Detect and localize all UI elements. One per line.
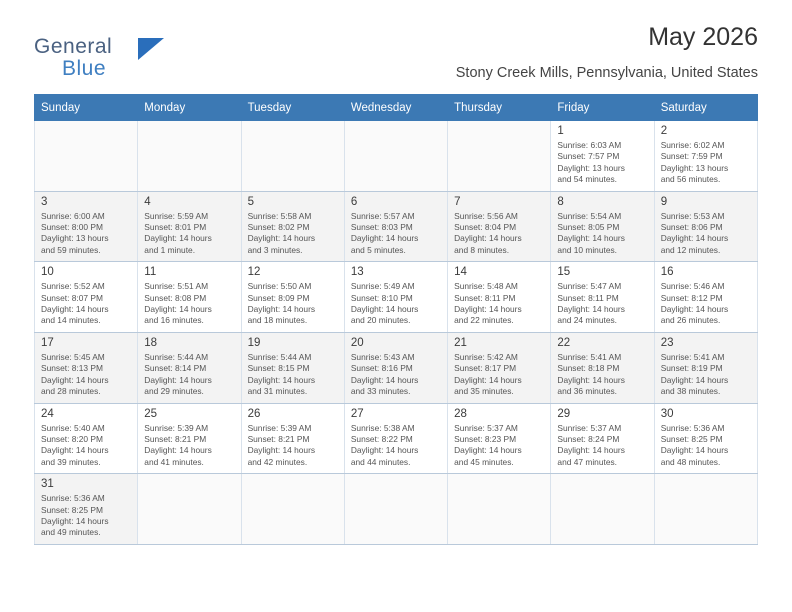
sunset-text: Sunset: 8:04 PM xyxy=(454,222,517,233)
daylight-text-line2: and 42 minutes. xyxy=(247,456,308,467)
calendar-day-cell[interactable] xyxy=(551,191,654,262)
sunset-text: Sunset: 8:02 PM xyxy=(247,222,310,233)
sunset-text: Sunset: 8:18 PM xyxy=(557,363,620,374)
daylight-text-line1: Daylight: 14 hours xyxy=(41,304,109,315)
calendar-week-row xyxy=(35,474,758,545)
day-details xyxy=(41,281,132,327)
daylight-text-line2: and 14 minutes. xyxy=(41,315,101,326)
calendar-empty-cell xyxy=(241,474,344,545)
weekday-header-row xyxy=(35,95,758,121)
day-number: 12 xyxy=(247,266,261,279)
sunset-text: Sunset: 8:24 PM xyxy=(557,433,620,444)
sunset-text: Sunset: 8:09 PM xyxy=(247,292,310,303)
sunrise-text: Sunrise: 5:47 AM xyxy=(557,281,622,292)
weekday-header-friday: Friday xyxy=(551,95,654,121)
sunrise-sunset-calendar xyxy=(34,94,758,545)
daylight-text-line2: and 59 minutes. xyxy=(41,244,101,255)
daylight-text-line2: and 1 minute. xyxy=(144,244,196,255)
daylight-text-line2: and 24 minutes. xyxy=(557,315,618,326)
sunset-text: Sunset: 8:08 PM xyxy=(144,292,207,303)
calendar-day-cell[interactable] xyxy=(448,191,551,262)
daylight-text-line1: Daylight: 14 hours xyxy=(144,304,212,315)
daylight-text-line1: Daylight: 14 hours xyxy=(557,374,625,385)
daylight-text-line1: Daylight: 14 hours xyxy=(41,445,109,456)
sunset-text: Sunset: 8:25 PM xyxy=(41,504,103,515)
day-number: 17 xyxy=(41,336,54,349)
sunset-text: Sunset: 7:57 PM xyxy=(557,151,620,162)
calendar-day-cell[interactable] xyxy=(448,262,551,333)
day-number: 16 xyxy=(660,266,674,279)
daylight-text-line1: Daylight: 14 hours xyxy=(350,304,419,315)
daylight-text-line1: Daylight: 14 hours xyxy=(660,445,729,456)
calendar-day-cell[interactable] xyxy=(35,262,138,333)
sunset-text: Sunset: 8:25 PM xyxy=(660,433,723,444)
daylight-text-line1: Daylight: 14 hours xyxy=(350,233,419,244)
sunset-text: Sunset: 8:17 PM xyxy=(454,363,517,374)
day-details xyxy=(41,493,132,539)
calendar-day-cell[interactable] xyxy=(344,191,447,262)
daylight-text-line1: Daylight: 14 hours xyxy=(454,304,522,315)
day-details xyxy=(144,352,235,398)
daylight-text-line2: and 38 minutes. xyxy=(660,386,721,397)
sunrise-text: Sunrise: 5:57 AM xyxy=(350,210,415,221)
day-details xyxy=(41,352,132,398)
sunset-text: Sunset: 8:10 PM xyxy=(350,292,413,303)
daylight-text-line1: Daylight: 14 hours xyxy=(660,304,729,315)
weekday-header-thursday: Thursday xyxy=(448,95,551,121)
daylight-text-line2: and 16 minutes. xyxy=(144,315,204,326)
daylight-text-line2: and 54 minutes. xyxy=(557,174,618,185)
sunrise-text: Sunrise: 5:39 AM xyxy=(247,422,312,433)
daylight-text-line2: and 36 minutes. xyxy=(557,386,618,397)
daylight-text-line1: Daylight: 14 hours xyxy=(350,374,419,385)
calendar-day-cell[interactable] xyxy=(138,191,241,262)
location-subtitle: Stony Creek Mills, Pennsylvania, United States xyxy=(455,65,758,81)
sunset-text: Sunset: 8:22 PM xyxy=(350,433,413,444)
daylight-text-line2: and 8 minutes. xyxy=(454,244,510,255)
sunset-text: Sunset: 8:07 PM xyxy=(41,292,103,303)
sunrise-text: Sunrise: 5:41 AM xyxy=(660,351,725,362)
calendar-empty-cell xyxy=(138,121,241,192)
page-header xyxy=(34,22,758,84)
calendar-empty-cell xyxy=(654,474,757,545)
sunset-text: Sunset: 7:59 PM xyxy=(660,151,723,162)
page-title: May 2026 xyxy=(648,23,758,51)
calendar-empty-cell xyxy=(241,121,344,192)
sunset-text: Sunset: 8:05 PM xyxy=(557,222,620,233)
day-details xyxy=(248,281,339,327)
calendar-day-cell[interactable] xyxy=(35,191,138,262)
daylight-text-line2: and 10 minutes. xyxy=(557,244,618,255)
day-details xyxy=(41,211,132,257)
sunset-text: Sunset: 8:21 PM xyxy=(247,433,310,444)
daylight-text-line2: and 5 minutes. xyxy=(350,244,406,255)
daylight-text-line2: and 12 minutes. xyxy=(660,244,721,255)
calendar-day-cell[interactable] xyxy=(551,121,654,192)
daylight-text-line2: and 56 minutes. xyxy=(660,174,721,185)
sunset-text: Sunset: 8:11 PM xyxy=(454,292,516,303)
day-details xyxy=(661,352,752,398)
daylight-text-line1: Daylight: 14 hours xyxy=(41,515,109,526)
daylight-text-line2: and 49 minutes. xyxy=(41,527,101,538)
calendar-empty-cell xyxy=(35,121,138,192)
calendar-day-cell[interactable] xyxy=(241,191,344,262)
daylight-text-line1: Daylight: 14 hours xyxy=(454,445,522,456)
daylight-text-line1: Daylight: 14 hours xyxy=(247,374,316,385)
daylight-text-line2: and 48 minutes. xyxy=(660,456,721,467)
sunrise-text: Sunrise: 5:51 AM xyxy=(144,281,209,292)
daylight-text-line1: Daylight: 14 hours xyxy=(660,233,729,244)
daylight-text-line1: Daylight: 14 hours xyxy=(557,233,625,244)
day-number: 25 xyxy=(144,407,158,420)
calendar-day-cell[interactable] xyxy=(241,403,344,474)
daylight-text-line1: Daylight: 13 hours xyxy=(660,162,729,173)
sunset-text: Sunset: 8:01 PM xyxy=(144,222,207,233)
calendar-empty-cell xyxy=(344,474,447,545)
calendar-week-row xyxy=(35,121,758,192)
sunrise-text: Sunrise: 5:46 AM xyxy=(660,281,725,292)
sunrise-text: Sunrise: 5:44 AM xyxy=(247,351,312,362)
day-number: 1 xyxy=(557,125,564,137)
daylight-text-line1: Daylight: 14 hours xyxy=(557,445,625,456)
weekday-header-tuesday: Tuesday xyxy=(241,95,344,121)
day-number: 27 xyxy=(350,407,364,420)
daylight-text-line1: Daylight: 14 hours xyxy=(350,445,419,456)
day-details xyxy=(454,211,545,257)
day-details xyxy=(41,423,132,469)
daylight-text-line1: Daylight: 14 hours xyxy=(41,374,109,385)
day-number: 3 xyxy=(41,195,48,208)
day-number: 7 xyxy=(454,195,461,208)
calendar-day-cell[interactable] xyxy=(138,332,241,403)
weekday-header-monday: Monday xyxy=(138,95,241,121)
calendar-week-row xyxy=(35,262,758,333)
day-number: 29 xyxy=(557,407,571,420)
day-number: 31 xyxy=(41,478,54,491)
calendar-day-cell[interactable] xyxy=(551,403,654,474)
day-number: 14 xyxy=(454,266,467,279)
sunset-text: Sunset: 8:12 PM xyxy=(660,292,723,303)
sunrise-text: Sunrise: 5:53 AM xyxy=(660,210,725,221)
logo-text-general: General xyxy=(34,35,113,58)
day-details xyxy=(661,211,752,257)
calendar-day-cell[interactable] xyxy=(241,332,344,403)
day-details xyxy=(454,352,545,398)
sunset-text: Sunset: 8:20 PM xyxy=(41,433,103,444)
sunrise-text: Sunrise: 5:59 AM xyxy=(144,210,209,221)
day-details xyxy=(557,281,648,327)
calendar-day-cell[interactable] xyxy=(138,403,241,474)
sunrise-text: Sunrise: 5:36 AM xyxy=(660,422,725,433)
day-number: 9 xyxy=(660,195,668,208)
sunset-text: Sunset: 8:19 PM xyxy=(660,363,723,374)
daylight-text-line2: and 35 minutes. xyxy=(454,386,514,397)
day-number: 19 xyxy=(247,336,261,349)
day-details xyxy=(144,423,235,469)
sunset-text: Sunset: 8:23 PM xyxy=(454,433,517,444)
sunrise-text: Sunrise: 5:36 AM xyxy=(41,493,105,504)
calendar-body xyxy=(35,121,758,545)
day-details xyxy=(557,423,648,469)
sunset-text: Sunset: 8:11 PM xyxy=(557,292,619,303)
daylight-text-line2: and 33 minutes. xyxy=(350,386,411,397)
calendar-day-cell[interactable] xyxy=(35,474,138,545)
daylight-text-line1: Daylight: 13 hours xyxy=(557,162,625,173)
day-number: 5 xyxy=(247,195,254,208)
weekday-header-sunday: Sunday xyxy=(35,95,138,121)
day-number: 18 xyxy=(144,336,158,349)
calendar-empty-cell xyxy=(138,474,241,545)
daylight-text-line2: and 44 minutes. xyxy=(350,456,411,467)
sunrise-text: Sunrise: 5:52 AM xyxy=(41,281,105,292)
sunset-text: Sunset: 8:03 PM xyxy=(350,222,413,233)
day-number: 20 xyxy=(350,336,364,349)
sunrise-text: Sunrise: 5:38 AM xyxy=(350,422,415,433)
calendar-day-cell[interactable] xyxy=(654,262,757,333)
flag-triangle-icon xyxy=(138,38,164,60)
day-number: 8 xyxy=(557,195,564,208)
sunrise-text: Sunrise: 5:45 AM xyxy=(41,351,105,362)
daylight-text-line2: and 31 minutes. xyxy=(247,386,308,397)
daylight-text-line2: and 45 minutes. xyxy=(454,456,514,467)
sunrise-text: Sunrise: 5:54 AM xyxy=(557,210,622,221)
day-details xyxy=(557,352,648,398)
daylight-text-line1: Daylight: 14 hours xyxy=(247,304,316,315)
calendar-day-cell[interactable] xyxy=(551,262,654,333)
calendar-day-cell[interactable] xyxy=(35,403,138,474)
calendar-empty-cell xyxy=(551,474,654,545)
calendar-day-cell[interactable] xyxy=(654,332,757,403)
sunset-text: Sunset: 8:16 PM xyxy=(350,363,413,374)
daylight-text-line1: Daylight: 14 hours xyxy=(144,233,212,244)
day-details xyxy=(351,281,442,327)
sunset-text: Sunset: 8:00 PM xyxy=(41,222,103,233)
day-number: 11 xyxy=(144,266,157,279)
weekday-header-saturday: Saturday xyxy=(654,95,757,121)
sunset-text: Sunset: 8:13 PM xyxy=(41,363,103,374)
day-number: 26 xyxy=(247,407,261,420)
calendar-empty-cell xyxy=(448,474,551,545)
sunset-text: Sunset: 8:06 PM xyxy=(660,222,723,233)
day-number: 21 xyxy=(454,336,467,349)
day-details xyxy=(351,423,442,469)
daylight-text-line1: Daylight: 14 hours xyxy=(144,445,212,456)
sunrise-text: Sunrise: 5:48 AM xyxy=(454,281,518,292)
sunrise-text: Sunrise: 5:56 AM xyxy=(454,210,518,221)
sunrise-text: Sunrise: 5:58 AM xyxy=(247,210,312,221)
calendar-day-cell[interactable] xyxy=(35,332,138,403)
calendar-week-row xyxy=(35,191,758,262)
daylight-text-line2: and 26 minutes. xyxy=(660,315,721,326)
day-number: 28 xyxy=(454,407,467,420)
day-details xyxy=(144,211,235,257)
day-details xyxy=(557,211,648,257)
sunrise-text: Sunrise: 5:37 AM xyxy=(454,422,518,433)
day-number: 4 xyxy=(144,195,151,208)
sunset-text: Sunset: 8:15 PM xyxy=(247,363,310,374)
logo[interactable] xyxy=(34,36,224,84)
daylight-text-line1: Daylight: 13 hours xyxy=(41,233,109,244)
calendar-day-cell[interactable] xyxy=(448,332,551,403)
daylight-text-line1: Daylight: 14 hours xyxy=(660,374,729,385)
day-details xyxy=(661,281,752,327)
day-details xyxy=(248,423,339,469)
day-details xyxy=(557,140,648,186)
sunrise-text: Sunrise: 6:02 AM xyxy=(660,140,725,150)
calendar-day-cell[interactable] xyxy=(344,332,447,403)
calendar-day-cell[interactable] xyxy=(448,403,551,474)
calendar-day-cell[interactable] xyxy=(654,191,757,262)
daylight-text-line1: Daylight: 14 hours xyxy=(454,374,522,385)
sunrise-text: Sunrise: 5:41 AM xyxy=(557,351,622,362)
calendar-week-row xyxy=(35,403,758,474)
sunrise-text: Sunrise: 5:49 AM xyxy=(350,281,415,292)
day-details xyxy=(454,423,545,469)
day-details xyxy=(351,211,442,257)
calendar-empty-cell xyxy=(344,121,447,192)
day-details xyxy=(351,352,442,398)
logo-text-blue: Blue xyxy=(62,57,107,80)
daylight-text-line2: and 47 minutes. xyxy=(557,456,618,467)
sunrise-text: Sunrise: 5:50 AM xyxy=(247,281,312,292)
calendar-week-row xyxy=(35,332,758,403)
day-number: 23 xyxy=(660,336,674,349)
calendar-day-cell[interactable] xyxy=(344,403,447,474)
day-details xyxy=(661,423,752,469)
day-details xyxy=(248,352,339,398)
day-number: 22 xyxy=(557,336,571,349)
daylight-text-line2: and 18 minutes. xyxy=(247,315,308,326)
daylight-text-line1: Daylight: 14 hours xyxy=(144,374,212,385)
calendar-day-cell[interactable] xyxy=(138,262,241,333)
calendar-day-cell[interactable] xyxy=(241,262,344,333)
sunrise-text: Sunrise: 5:42 AM xyxy=(454,351,518,362)
day-number: 2 xyxy=(660,125,668,137)
daylight-text-line2: and 29 minutes. xyxy=(144,386,204,397)
calendar-day-cell[interactable] xyxy=(551,332,654,403)
day-number: 24 xyxy=(41,407,54,420)
day-number: 15 xyxy=(557,266,571,279)
daylight-text-line2: and 3 minutes. xyxy=(247,244,303,255)
sunrise-text: Sunrise: 5:40 AM xyxy=(41,422,105,433)
sunset-text: Sunset: 8:14 PM xyxy=(144,363,207,374)
sunrise-text: Sunrise: 5:44 AM xyxy=(144,351,209,362)
day-number: 6 xyxy=(350,195,358,208)
day-number: 10 xyxy=(41,266,54,279)
day-details xyxy=(144,281,235,327)
daylight-text-line1: Daylight: 14 hours xyxy=(557,304,625,315)
day-details xyxy=(661,140,752,186)
calendar-empty-cell xyxy=(448,121,551,192)
sunset-text: Sunset: 8:21 PM xyxy=(144,433,207,444)
daylight-text-line1: Daylight: 14 hours xyxy=(247,233,316,244)
calendar-day-cell[interactable] xyxy=(654,121,757,192)
sunrise-text: Sunrise: 5:43 AM xyxy=(350,351,415,362)
sunrise-text: Sunrise: 6:03 AM xyxy=(557,140,622,150)
sunrise-text: Sunrise: 6:00 AM xyxy=(41,210,105,221)
weekday-header-wednesday: Wednesday xyxy=(344,95,447,121)
daylight-text-line2: and 39 minutes. xyxy=(41,456,101,467)
daylight-text-line1: Daylight: 14 hours xyxy=(454,233,522,244)
day-number: 13 xyxy=(350,266,364,279)
sunrise-text: Sunrise: 5:37 AM xyxy=(557,422,622,433)
daylight-text-line2: and 20 minutes. xyxy=(350,315,411,326)
calendar-day-cell[interactable] xyxy=(344,262,447,333)
daylight-text-line2: and 41 minutes. xyxy=(144,456,204,467)
sunrise-text: Sunrise: 5:39 AM xyxy=(144,422,209,433)
day-number: 30 xyxy=(660,407,674,420)
day-details xyxy=(248,211,339,257)
daylight-text-line2: and 28 minutes. xyxy=(41,386,101,397)
daylight-text-line2: and 22 minutes. xyxy=(454,315,514,326)
day-details xyxy=(454,281,545,327)
daylight-text-line1: Daylight: 14 hours xyxy=(247,445,316,456)
calendar-day-cell[interactable] xyxy=(654,403,757,474)
